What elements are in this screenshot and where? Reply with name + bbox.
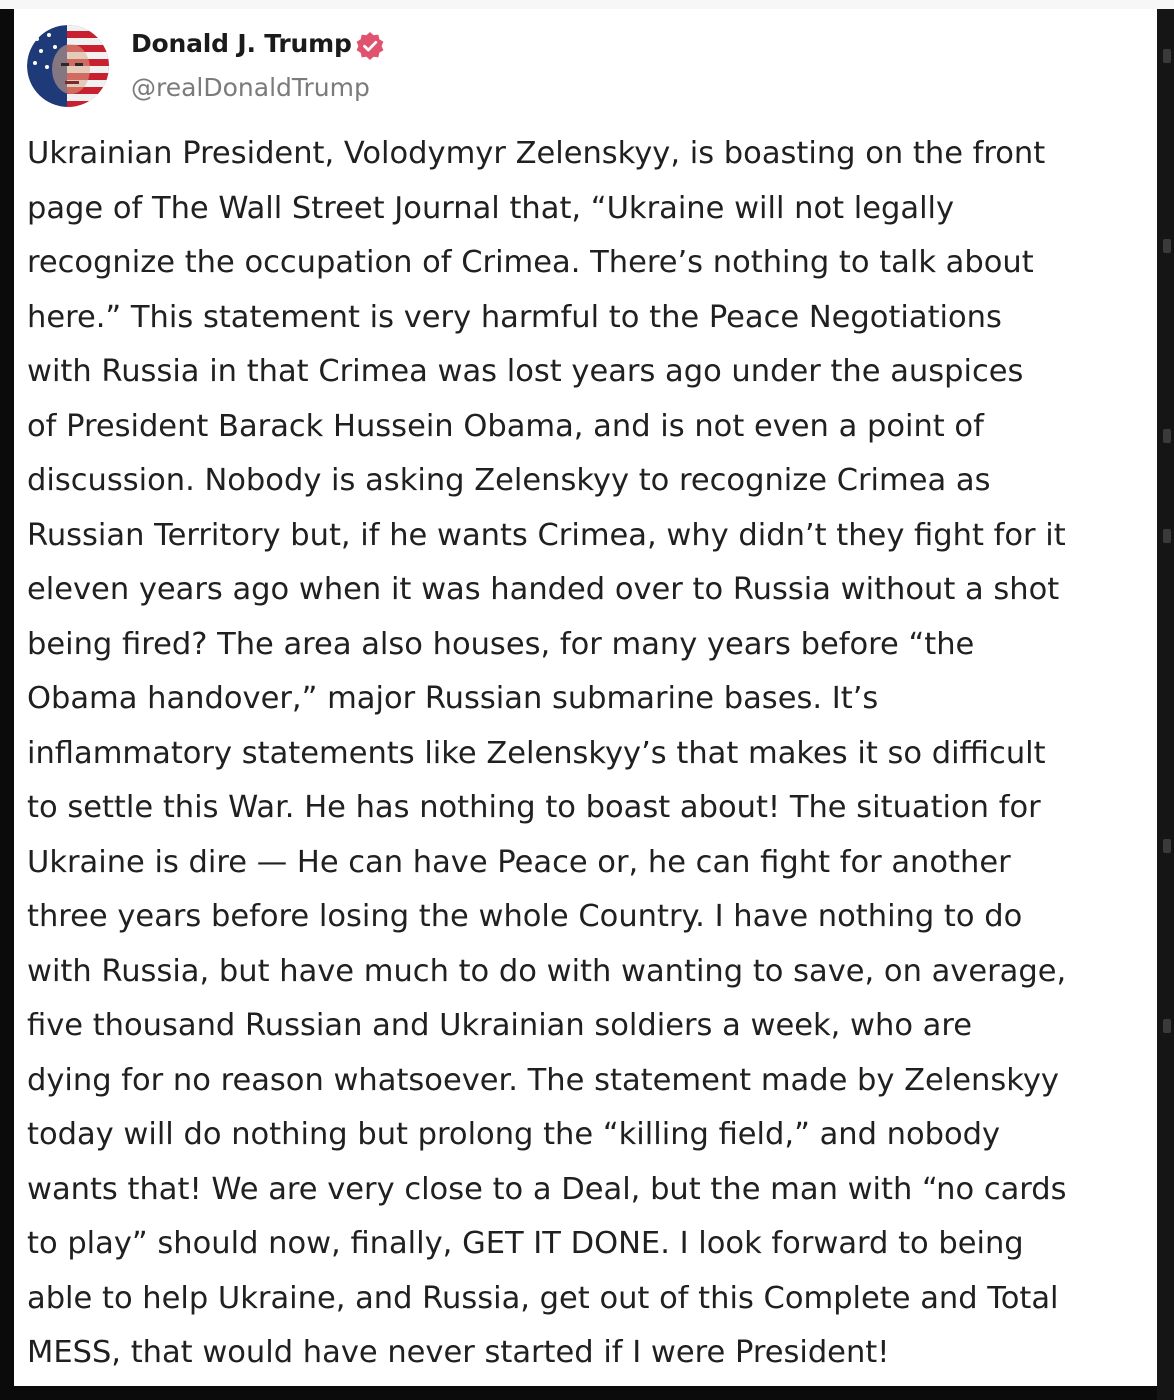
- post-line: today will do nothing but prolong the “killing field,” and nobody: [27, 1117, 1001, 1152]
- post-line: eleven years ago when it was handed over to Russia without a shot: [27, 572, 1060, 607]
- top-edge: [0, 0, 1174, 9]
- post-line: being fired? The area also houses, for many years before “the: [27, 626, 975, 662]
- post-line: Ukraine is dire — He can have Peace or, he can fight for another: [27, 844, 1011, 880]
- post-line: dying for no reason whatsoever. The statement made by Zelenskyy: [27, 1062, 1059, 1098]
- post-line: three years before losing the whole Country. I have nothing to do: [27, 899, 1023, 934]
- post-line: able to help Ukraine, and Russia, get out of this Complete and Total: [27, 1280, 1059, 1316]
- post-card: [14, 9, 1157, 1386]
- post-line: wants that! We are very close to a Deal, but the man with “no cards: [27, 1171, 1067, 1207]
- post-line: Obama handover,” major Russian submarine bases. It’s: [27, 681, 879, 716]
- post-line: with Russia in that Crimea was lost years ago under the auspices: [27, 354, 1024, 389]
- post-line: recognize the occupation of Crimea. There’s nothing to talk about: [27, 245, 1034, 280]
- post-body: [27, 127, 1151, 1381]
- author-handle[interactable]: @realDonaldTrump: [131, 73, 370, 102]
- post-line: inflammatory statements like Zelenskyy’s that makes it so difficult: [27, 735, 1046, 771]
- profile-avatar-icon[interactable]: [27, 25, 109, 107]
- post-line: discussion. Nobody is asking Zelenskyy to recognize Crimea as: [27, 463, 991, 498]
- verified-badge-icon: [355, 31, 385, 61]
- avatar-image: [27, 25, 109, 107]
- post-line: page of The Wall Street Journal that, “Ukraine will not legally: [27, 190, 955, 226]
- background-page-edge: [1157, 9, 1174, 1400]
- post-line: to play” should now, finally, GET IT DONE. I look forward to being: [27, 1226, 1024, 1261]
- post-line: Ukrainian President, Volodymyr Zelenskyy, is boasting on the front: [27, 136, 1046, 171]
- post-line: Russian Territory but, if he wants Crimea, why didn’t they fight for it: [27, 517, 1066, 553]
- author-name[interactable]: Donald J. Trump: [131, 29, 352, 58]
- post-line: to settle this War. He has nothing to boast about! The situation for: [27, 790, 1041, 825]
- post-line: five thousand Russian and Ukrainian soldiers a week, who are: [27, 1008, 972, 1043]
- post-line: with Russia, but have much to do with wanting to save, on average,: [27, 953, 1067, 989]
- post-line: MESS, that would have never started if I were President!: [27, 1335, 890, 1370]
- post-line: here.” This statement is very harmful to the Peace Negotiations: [27, 299, 1002, 335]
- post-line: of President Barack Hussein Obama, and is not even a point of: [27, 408, 984, 444]
